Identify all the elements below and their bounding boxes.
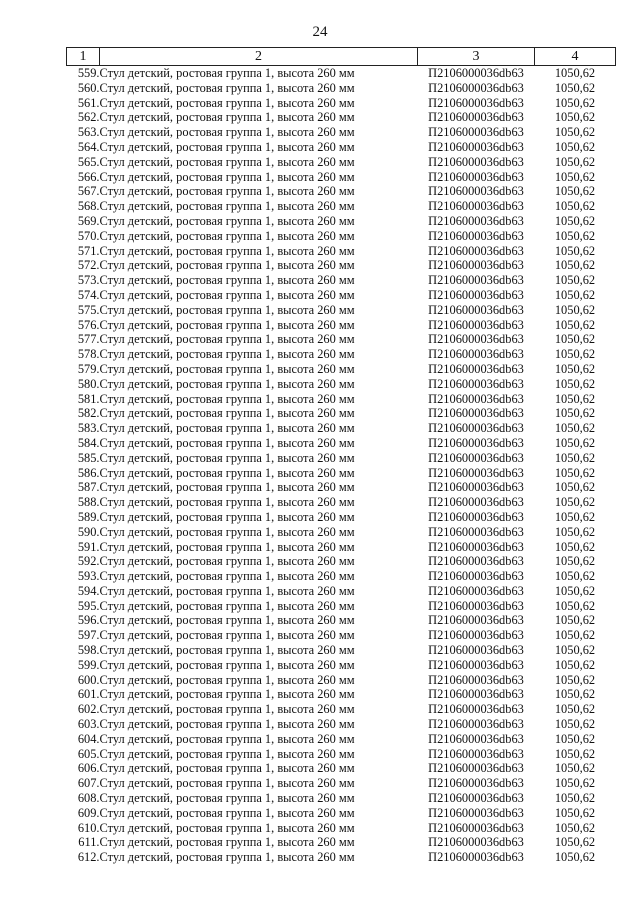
row-number: 597. — [77, 628, 100, 643]
item-name: Стул детский, ростовая группа 1, высота 260 мм — [99, 302, 355, 317]
item-name: Стул детский, ростовая группа 1, высота 260 мм — [99, 850, 355, 865]
row-number: 569. — [77, 213, 100, 228]
item-name: Стул детский, ростовая группа 1, высота 260 мм — [99, 361, 355, 376]
item-name: Стул детский, ростовая группа 1, высота 260 мм — [99, 287, 355, 302]
table-row — [67, 258, 616, 273]
table-row — [67, 525, 616, 540]
item-code: П2106000036db63 — [428, 524, 524, 539]
row-number: 576. — [77, 317, 100, 332]
table-row — [67, 613, 616, 628]
item-price: 1050,62 — [554, 850, 596, 865]
item-name: Стул детский, ростовая группа 1, высота 260 мм — [99, 228, 355, 243]
item-code: П2106000036db63 — [428, 643, 524, 658]
item-code: П2106000036db63 — [428, 66, 524, 80]
row-number: 582. — [77, 406, 100, 421]
item-code: П2106000036db63 — [428, 850, 524, 865]
item-price: 1050,62 — [554, 495, 596, 510]
item-price: 1050,62 — [554, 154, 596, 169]
item-name: Стул детский, ростовая группа 1, высота 260 мм — [99, 583, 355, 598]
table-row — [67, 495, 616, 510]
item-code: П2106000036db63 — [428, 672, 524, 687]
item-code: П2106000036db63 — [428, 628, 524, 643]
table-row — [67, 184, 616, 199]
table-row — [67, 776, 616, 791]
item-name: Стул детский, ростовая группа 1, высота 260 мм — [99, 391, 355, 406]
row-number: 580. — [77, 376, 100, 391]
item-name: Стул детский, ростовая группа 1, высота 260 мм — [99, 554, 355, 569]
item-code: П2106000036db63 — [428, 391, 524, 406]
column-header-2: 2 — [100, 48, 418, 66]
item-code: П2106000036db63 — [428, 273, 524, 288]
table-row — [67, 362, 616, 377]
page-number: 24 — [312, 24, 328, 40]
item-code: П2106000036db63 — [428, 717, 524, 732]
item-name: Стул детский, ростовая группа 1, высота 260 мм — [99, 835, 355, 850]
row-number: 570. — [77, 228, 100, 243]
row-number: 609. — [77, 805, 100, 820]
table-row — [67, 81, 616, 96]
item-name: Стул детский, ростовая группа 1, высота 260 мм — [99, 657, 355, 672]
item-price: 1050,62 — [554, 421, 596, 436]
item-code: П2106000036db63 — [428, 287, 524, 302]
item-code: П2106000036db63 — [428, 509, 524, 524]
table-row — [67, 392, 616, 407]
item-name: Стул детский, ростовая группа 1, высота 260 мм — [99, 539, 355, 554]
table-row — [67, 451, 616, 466]
row-number: 575. — [77, 302, 100, 317]
row-number: 563. — [77, 125, 100, 140]
item-price: 1050,62 — [554, 184, 596, 199]
row-number: 585. — [77, 450, 100, 465]
item-price: 1050,62 — [554, 820, 596, 835]
table-row — [67, 569, 616, 584]
row-number: 573. — [77, 273, 100, 288]
item-code: П2106000036db63 — [428, 125, 524, 140]
item-name: Стул детский, ростовая группа 1, высота 260 мм — [99, 805, 355, 820]
item-code: П2106000036db63 — [428, 154, 524, 169]
item-code: П2106000036db63 — [428, 80, 524, 95]
table-header-row — [67, 48, 616, 66]
item-code: П2106000036db63 — [428, 495, 524, 510]
row-number: 561. — [77, 95, 100, 110]
table-row — [67, 436, 616, 451]
item-code: П2106000036db63 — [428, 539, 524, 554]
item-price: 1050,62 — [554, 80, 596, 95]
item-name: Стул детский, ростовая группа 1, высота 260 мм — [99, 110, 355, 125]
table-row — [67, 510, 616, 525]
item-price: 1050,62 — [554, 110, 596, 125]
item-name: Стул детский, ростовая группа 1, высота 260 мм — [99, 643, 355, 658]
column-header-1: 1 — [67, 48, 100, 66]
row-number: 603. — [77, 717, 100, 732]
row-number: 589. — [77, 509, 100, 524]
row-number: 562. — [77, 110, 100, 125]
row-number: 591. — [77, 539, 100, 554]
item-name: Стул детский, ростовая группа 1, высота 260 мм — [99, 199, 355, 214]
table-row — [67, 377, 616, 392]
item-name: Стул детский, ростовая группа 1, высота 260 мм — [99, 435, 355, 450]
item-name: Стул детский, ростовая группа 1, высота 260 мм — [99, 465, 355, 480]
column-header-4: 4 — [535, 48, 616, 66]
table-row — [67, 318, 616, 333]
item-name: Стул детский, ростовая группа 1, высота 260 мм — [99, 524, 355, 539]
table-row — [67, 466, 616, 481]
item-code: П2106000036db63 — [428, 376, 524, 391]
item-price: 1050,62 — [554, 569, 596, 584]
item-price: 1050,62 — [554, 258, 596, 273]
item-code: П2106000036db63 — [428, 347, 524, 362]
item-price: 1050,62 — [554, 672, 596, 687]
item-name: Стул детский, ростовая группа 1, высота 260 мм — [99, 761, 355, 776]
table-row — [67, 214, 616, 229]
table-row — [67, 584, 616, 599]
item-price: 1050,62 — [554, 657, 596, 672]
item-price: 1050,62 — [554, 406, 596, 421]
item-code: П2106000036db63 — [428, 687, 524, 702]
item-name: Стул детский, ростовая группа 1, высота 260 мм — [99, 791, 355, 806]
item-name: Стул детский, ростовая группа 1, высота 260 мм — [99, 406, 355, 421]
table-row — [67, 687, 616, 702]
row-number: 594. — [77, 583, 100, 598]
item-price: 1050,62 — [554, 287, 596, 302]
item-name: Стул детский, ростовая группа 1, высота 260 мм — [99, 347, 355, 362]
item-code: П2106000036db63 — [428, 421, 524, 436]
item-code: П2106000036db63 — [428, 184, 524, 199]
table-body — [67, 66, 616, 866]
item-name: Стул детский, ростовая группа 1, высота 260 мм — [99, 184, 355, 199]
item-code: П2106000036db63 — [428, 169, 524, 184]
item-price: 1050,62 — [554, 613, 596, 628]
item-code: П2106000036db63 — [428, 199, 524, 214]
item-name: Стул детский, ростовая группа 1, высота 260 мм — [99, 509, 355, 524]
item-name: Стул детский, ростовая группа 1, высота 260 мм — [99, 820, 355, 835]
item-name: Стул детский, ростовая группа 1, высота 260 мм — [99, 258, 355, 273]
row-number: 559. — [77, 66, 100, 80]
item-price: 1050,62 — [554, 539, 596, 554]
item-code: П2106000036db63 — [428, 835, 524, 850]
item-price: 1050,62 — [554, 791, 596, 806]
item-code: П2106000036db63 — [428, 243, 524, 258]
item-price: 1050,62 — [554, 761, 596, 776]
item-price: 1050,62 — [554, 391, 596, 406]
item-price: 1050,62 — [554, 583, 596, 598]
item-name: Стул детский, ростовая группа 1, высота 260 мм — [99, 139, 355, 154]
row-number: 572. — [77, 258, 100, 273]
item-code: П2106000036db63 — [428, 702, 524, 717]
table-row — [67, 599, 616, 614]
item-price: 1050,62 — [554, 480, 596, 495]
item-code: П2106000036db63 — [428, 361, 524, 376]
item-price: 1050,62 — [554, 702, 596, 717]
table-row — [67, 480, 616, 495]
row-number: 612. — [77, 850, 100, 865]
item-code: П2106000036db63 — [428, 598, 524, 613]
table-row — [67, 540, 616, 555]
item-name: Стул детский, ростовая группа 1, высота 260 мм — [99, 213, 355, 228]
item-code: П2106000036db63 — [428, 317, 524, 332]
item-name: Стул детский, ростовая группа 1, высота 260 мм — [99, 273, 355, 288]
table-row — [67, 347, 616, 362]
table-row — [67, 702, 616, 717]
item-name: Стул детский, ростовая группа 1, высота 260 мм — [99, 95, 355, 110]
item-name: Стул детский, ростовая группа 1, высота 260 мм — [99, 450, 355, 465]
row-number: 601. — [77, 687, 100, 702]
table-row — [67, 835, 616, 850]
row-number: 579. — [77, 361, 100, 376]
table-row — [67, 554, 616, 569]
item-price: 1050,62 — [554, 643, 596, 658]
item-name: Стул детский, ростовая группа 1, высота 260 мм — [99, 613, 355, 628]
item-name: Стул детский, ростовая группа 1, высота 260 мм — [99, 125, 355, 140]
item-code: П2106000036db63 — [428, 569, 524, 584]
inventory-table — [66, 47, 616, 865]
item-code: П2106000036db63 — [428, 583, 524, 598]
item-price: 1050,62 — [554, 805, 596, 820]
row-number: 593. — [77, 569, 100, 584]
row-number: 592. — [77, 554, 100, 569]
item-price: 1050,62 — [554, 509, 596, 524]
item-code: П2106000036db63 — [428, 820, 524, 835]
item-code: П2106000036db63 — [428, 761, 524, 776]
table-row — [67, 273, 616, 288]
row-number: 595. — [77, 598, 100, 613]
item-name: Стул детский, ростовая группа 1, высота 260 мм — [99, 317, 355, 332]
table-row — [67, 125, 616, 140]
table-row — [67, 747, 616, 762]
item-name: Стул детский, ростовая группа 1, высота 260 мм — [99, 376, 355, 391]
item-code: П2106000036db63 — [428, 139, 524, 154]
table-row — [67, 110, 616, 125]
table-row — [67, 806, 616, 821]
item-price: 1050,62 — [554, 66, 596, 80]
row-number: 602. — [77, 702, 100, 717]
item-price: 1050,62 — [554, 554, 596, 569]
item-price: 1050,62 — [554, 450, 596, 465]
row-number: 583. — [77, 421, 100, 436]
item-price: 1050,62 — [554, 465, 596, 480]
row-number: 560. — [77, 80, 100, 95]
item-code: П2106000036db63 — [428, 332, 524, 347]
item-price: 1050,62 — [554, 302, 596, 317]
table-row — [67, 140, 616, 155]
item-price: 1050,62 — [554, 524, 596, 539]
item-price: 1050,62 — [554, 376, 596, 391]
row-number: 596. — [77, 613, 100, 628]
item-name: Стул детский, ростовая группа 1, высота 260 мм — [99, 569, 355, 584]
item-price: 1050,62 — [554, 835, 596, 850]
row-number: 565. — [77, 154, 100, 169]
item-code: П2106000036db63 — [428, 791, 524, 806]
item-name: Стул детский, ростовая группа 1, высота 260 мм — [99, 687, 355, 702]
table-row — [67, 332, 616, 347]
row-number: 604. — [77, 731, 100, 746]
table-row — [67, 628, 616, 643]
item-code: П2106000036db63 — [428, 95, 524, 110]
item-code: П2106000036db63 — [428, 228, 524, 243]
item-name: Стул детский, ростовая группа 1, высота 260 мм — [99, 80, 355, 95]
table-row — [67, 66, 616, 81]
table-row — [67, 791, 616, 806]
table-row — [67, 406, 616, 421]
table-row — [67, 761, 616, 776]
row-number: 606. — [77, 761, 100, 776]
item-name: Стул детский, ростовая группа 1, высота 260 мм — [99, 672, 355, 687]
item-price: 1050,62 — [554, 361, 596, 376]
item-price: 1050,62 — [554, 435, 596, 450]
item-code: П2106000036db63 — [428, 480, 524, 495]
item-code: П2106000036db63 — [428, 110, 524, 125]
row-number: 600. — [77, 672, 100, 687]
item-price: 1050,62 — [554, 139, 596, 154]
item-price: 1050,62 — [554, 95, 596, 110]
table-row — [67, 850, 616, 865]
item-name: Стул детский, ростовая группа 1, высота 260 мм — [99, 154, 355, 169]
row-number: 578. — [77, 347, 100, 362]
row-number: 607. — [77, 776, 100, 791]
item-price: 1050,62 — [554, 628, 596, 643]
row-number: 584. — [77, 435, 100, 450]
item-price: 1050,62 — [554, 731, 596, 746]
item-code: П2106000036db63 — [428, 406, 524, 421]
item-code: П2106000036db63 — [428, 805, 524, 820]
item-code: П2106000036db63 — [428, 776, 524, 791]
item-code: П2106000036db63 — [428, 213, 524, 228]
row-number: 566. — [77, 169, 100, 184]
item-code: П2106000036db63 — [428, 435, 524, 450]
column-header-3: 3 — [418, 48, 535, 66]
table-row — [67, 821, 616, 836]
item-name: Стул детский, ростовая группа 1, высота 260 мм — [99, 66, 355, 80]
item-name: Стул детский, ростовая группа 1, высота 260 мм — [99, 495, 355, 510]
item-price: 1050,62 — [554, 169, 596, 184]
row-number: 590. — [77, 524, 100, 539]
item-name: Стул детский, ростовая группа 1, высота 260 мм — [99, 776, 355, 791]
item-name: Стул детский, ростовая группа 1, высота 260 мм — [99, 628, 355, 643]
item-price: 1050,62 — [554, 243, 596, 258]
item-price: 1050,62 — [554, 199, 596, 214]
item-price: 1050,62 — [554, 273, 596, 288]
item-code: П2106000036db63 — [428, 258, 524, 273]
row-number: 610. — [77, 820, 100, 835]
item-name: Стул детский, ростовая группа 1, высота 260 мм — [99, 702, 355, 717]
item-code: П2106000036db63 — [428, 554, 524, 569]
item-price: 1050,62 — [554, 687, 596, 702]
row-number: 608. — [77, 791, 100, 806]
item-price: 1050,62 — [554, 776, 596, 791]
table-row — [67, 199, 616, 214]
item-name: Стул детский, ростовая группа 1, высота 260 мм — [99, 480, 355, 495]
table-row — [67, 170, 616, 185]
table-row — [67, 244, 616, 259]
item-code: П2106000036db63 — [428, 302, 524, 317]
item-name: Стул детский, ростовая группа 1, высота 260 мм — [99, 598, 355, 613]
row-number: 567. — [77, 184, 100, 199]
item-name: Стул детский, ростовая группа 1, высота 260 мм — [99, 731, 355, 746]
row-number: 587. — [77, 480, 100, 495]
row-number: 568. — [77, 199, 100, 214]
item-price: 1050,62 — [554, 717, 596, 732]
item-name: Стул детский, ростовая группа 1, высота 260 мм — [99, 746, 355, 761]
item-code: П2106000036db63 — [428, 731, 524, 746]
item-code: П2106000036db63 — [428, 613, 524, 628]
table-row — [67, 229, 616, 244]
item-name: Стул детский, ростовая группа 1, высота 260 мм — [99, 717, 355, 732]
item-price: 1050,62 — [554, 746, 596, 761]
table-row — [67, 643, 616, 658]
row-number: 598. — [77, 643, 100, 658]
row-number: 574. — [77, 287, 100, 302]
item-code: П2106000036db63 — [428, 465, 524, 480]
row-number: 564. — [77, 139, 100, 154]
table-row — [67, 673, 616, 688]
table-row — [67, 732, 616, 747]
item-code: П2106000036db63 — [428, 657, 524, 672]
table-row — [67, 303, 616, 318]
item-code: П2106000036db63 — [428, 450, 524, 465]
item-price: 1050,62 — [554, 213, 596, 228]
table-row — [67, 96, 616, 111]
item-name: Стул детский, ростовая группа 1, высота 260 мм — [99, 421, 355, 436]
item-price: 1050,62 — [554, 317, 596, 332]
row-number: 586. — [77, 465, 100, 480]
row-number: 571. — [77, 243, 100, 258]
row-number: 605. — [77, 746, 100, 761]
table-row — [67, 288, 616, 303]
item-code: П2106000036db63 — [428, 746, 524, 761]
table-row — [67, 658, 616, 673]
table-row — [67, 717, 616, 732]
item-price: 1050,62 — [554, 228, 596, 243]
row-number: 599. — [77, 657, 100, 672]
item-price: 1050,62 — [554, 332, 596, 347]
table-row — [67, 421, 616, 436]
row-number: 588. — [77, 495, 100, 510]
item-price: 1050,62 — [554, 125, 596, 140]
item-name: Стул детский, ростовая группа 1, высота 260 мм — [99, 169, 355, 184]
table-row — [67, 155, 616, 170]
row-number: 581. — [77, 391, 100, 406]
item-name: Стул детский, ростовая группа 1, высота 260 мм — [99, 332, 355, 347]
row-number: 577. — [77, 332, 100, 347]
item-price: 1050,62 — [554, 598, 596, 613]
row-number: 611. — [78, 835, 100, 850]
item-price: 1050,62 — [554, 347, 596, 362]
item-name: Стул детский, ростовая группа 1, высота 260 мм — [99, 243, 355, 258]
